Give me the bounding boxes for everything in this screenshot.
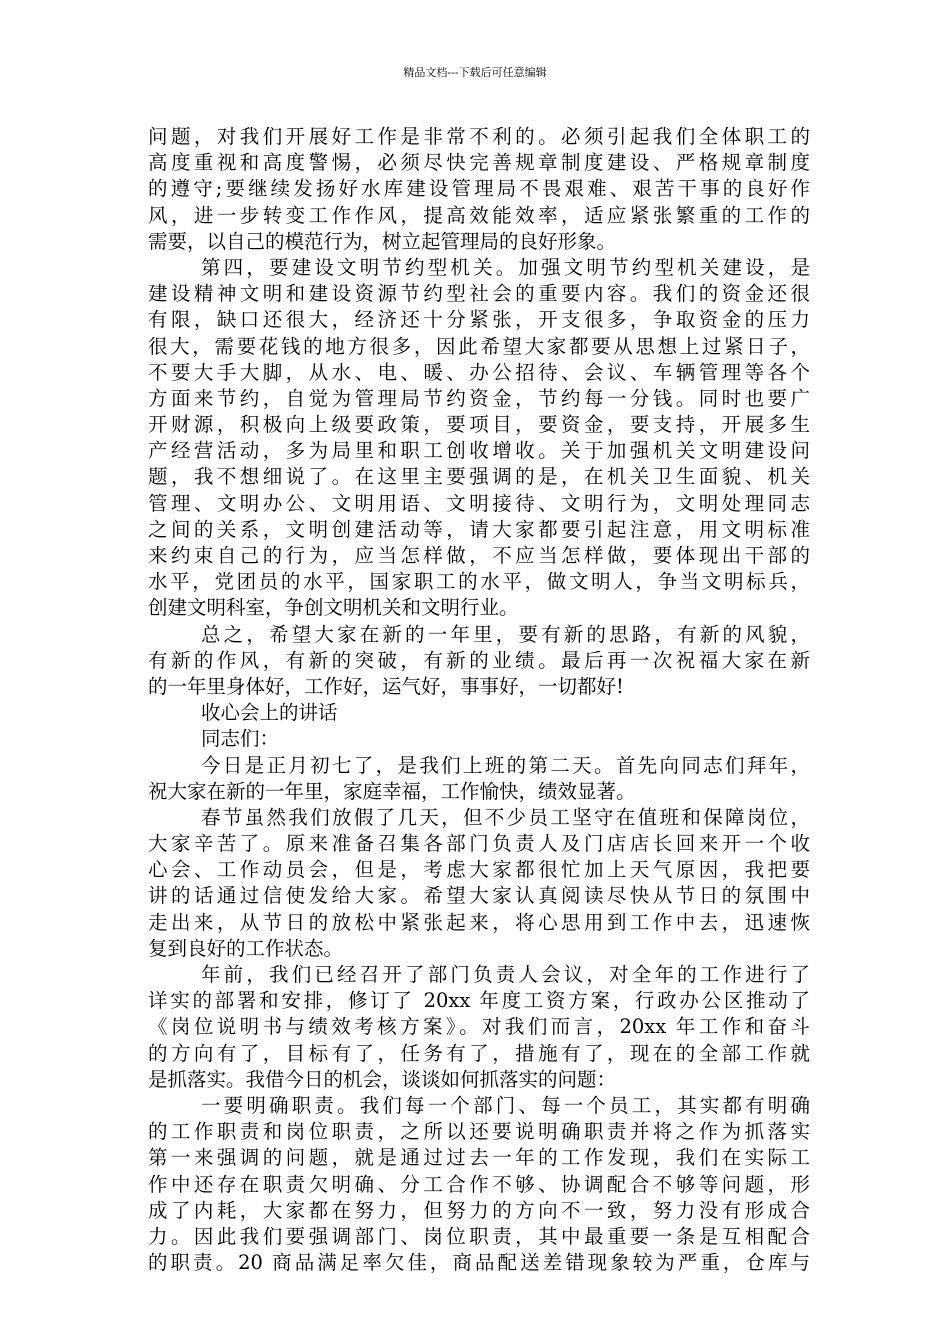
text-line: 方面来节约，自觉为管理局节约资金，节约每一分钱。同时也要广 — [148, 386, 810, 410]
text-line: 《岗位说明书与绩效考核方案》。对我们而言，20xx 年工作和奋斗 — [148, 1015, 810, 1039]
text-line: 心会、工作动员会，但是，考虑大家都很忙加上天气原因，我把要 — [148, 858, 810, 882]
text-line: 创建文明科室，争创文明机关和文明行业。 — [148, 596, 519, 620]
text-line: 问题，对我们开展好工作是非常不利的。必须引起我们全体职工的 — [148, 125, 810, 148]
text-line: 复到良好的工作状态。 — [148, 936, 344, 960]
text-line: 今日是正月初七了，是我们上班的第二天。首先向同志们拜年， — [201, 753, 810, 777]
text-line: 产经营活动，多为局里和职工创收增收。关于加强机关文明建设问 — [148, 439, 810, 463]
text-line: 高度重视和高度警惕，必须尽快完善规章制度建设、严格规章制度 — [148, 151, 810, 175]
text-line: 建设精神文明和建设资源节约型社会的重要内容。我们的资金还很 — [148, 282, 810, 306]
text-line: 很大，需要花钱的地方很多，因此希望大家都要从思想上过紧日子， — [148, 334, 810, 358]
text-line: 之间的关系，文明创建活动等，请大家都要引起注意，用文明标准 — [148, 517, 810, 541]
text-line: 一要明确职责。我们每一个部门、每一个员工，其实都有明确 — [201, 1093, 810, 1117]
text-line: 走出来，从节日的放松中紧张起来，将心思用到工作中去，迅速恢 — [148, 910, 810, 934]
text-line: 不要大手大脚，从水、电、暖、办公招待、会议、车辆管理等各个 — [148, 360, 810, 384]
document-body — [148, 124, 810, 1276]
text-line: 有新的作风，有新的突破，有新的业绩。最后再一次祝福大家在新 — [148, 648, 810, 672]
text-line: 管理、文明办公、文明用语、文明接待、文明行为，文明处理同志 — [148, 491, 810, 515]
text-line: 是抓落实。我借今日的机会，谈谈如何抓落实的问题： — [148, 1067, 617, 1091]
text-line: 需要，以自己的模范行为，树立起管理局的良好形象。 — [148, 229, 617, 253]
text-line: 水平，党团员的水平，国家职工的水平，做文明人，争当文明标兵， — [148, 570, 810, 594]
text-line: 的工作职责和岗位职责，之所以还要说明确职责并将之作为抓落实 — [148, 1120, 810, 1144]
text-line: 的遵守;要继续发扬好水库建设管理局不畏艰难、艰苦干事的良好作 — [148, 177, 810, 201]
text-line: 题，我不想细说了。在这里主要强调的是，在机关卫生面貌、机关 — [148, 465, 810, 489]
text-line: 成了内耗，大家都在努力，但努力的方向不一致，努力没有形成合 — [148, 1198, 810, 1222]
text-line: 的职责。20 商品满足率欠佳，商品配送差错现象较为严重，仓库与 — [148, 1251, 810, 1275]
text-line: 作中还存在职责欠明确、分工合作不够、协调配合不够等问题，形 — [148, 1172, 810, 1196]
text-line: 开财源，积极向上级要政策，要项目，要资金，要支持，开展多生 — [148, 413, 810, 437]
text-line: 收心会上的讲话 — [201, 701, 338, 725]
text-line: 来约束自己的行为，应当怎样做，不应当怎样做，要体现出干部的 — [148, 544, 810, 567]
text-line: 力。因此我们要强调部门、岗位职责，其中最重要一条是互相配合 — [148, 1224, 810, 1248]
text-line: 同志们： — [201, 727, 280, 751]
text-line: 第一来强调的问题，就是通过过去一年的工作发现，我们在实际工 — [148, 1146, 810, 1170]
text-line: 总之，希望大家在新的一年里，要有新的思路，有新的风貌， — [201, 622, 810, 646]
text-line: 风，进一步转变工作作风，提高效能效率，适应紧张繁重的工作的 — [148, 203, 810, 227]
text-line: 年前，我们已经召开了部门负责人会议，对全年的工作进行了 — [201, 963, 810, 986]
text-line: 大家辛苦了。原来准备召集各部门负责人及门店店长回来开一个收 — [148, 832, 810, 856]
page-header: 精品文档---下载后可任意编辑 — [403, 66, 547, 79]
text-line: 有限，缺口还很大，经济还十分紧张，开支很多，争取资金的压力 — [148, 308, 810, 332]
text-line: 春节虽然我们放假了几天，但不少员工坚守在值班和保障岗位， — [201, 805, 810, 829]
text-line: 详实的部署和安排，修订了 20xx 年度工资方案，行政办公区推动了 — [148, 989, 810, 1013]
text-line: 的方向有了，目标有了，任务有了，措施有了，现在的全部工作就 — [148, 1041, 810, 1065]
text-line: 讲的话通过信使发给大家。希望大家认真阅读尽快从节日的氛围中 — [148, 884, 810, 908]
text-line: 第四，要建设文明节约型机关。加强文明节约型机关建设，是 — [201, 255, 810, 279]
text-line: 的一年里身体好，工作好，运气好，事事好，一切都好! — [148, 674, 624, 698]
text-line: 祝大家在新的一年里，家庭幸福，工作愉快，绩效显著。 — [148, 779, 636, 803]
